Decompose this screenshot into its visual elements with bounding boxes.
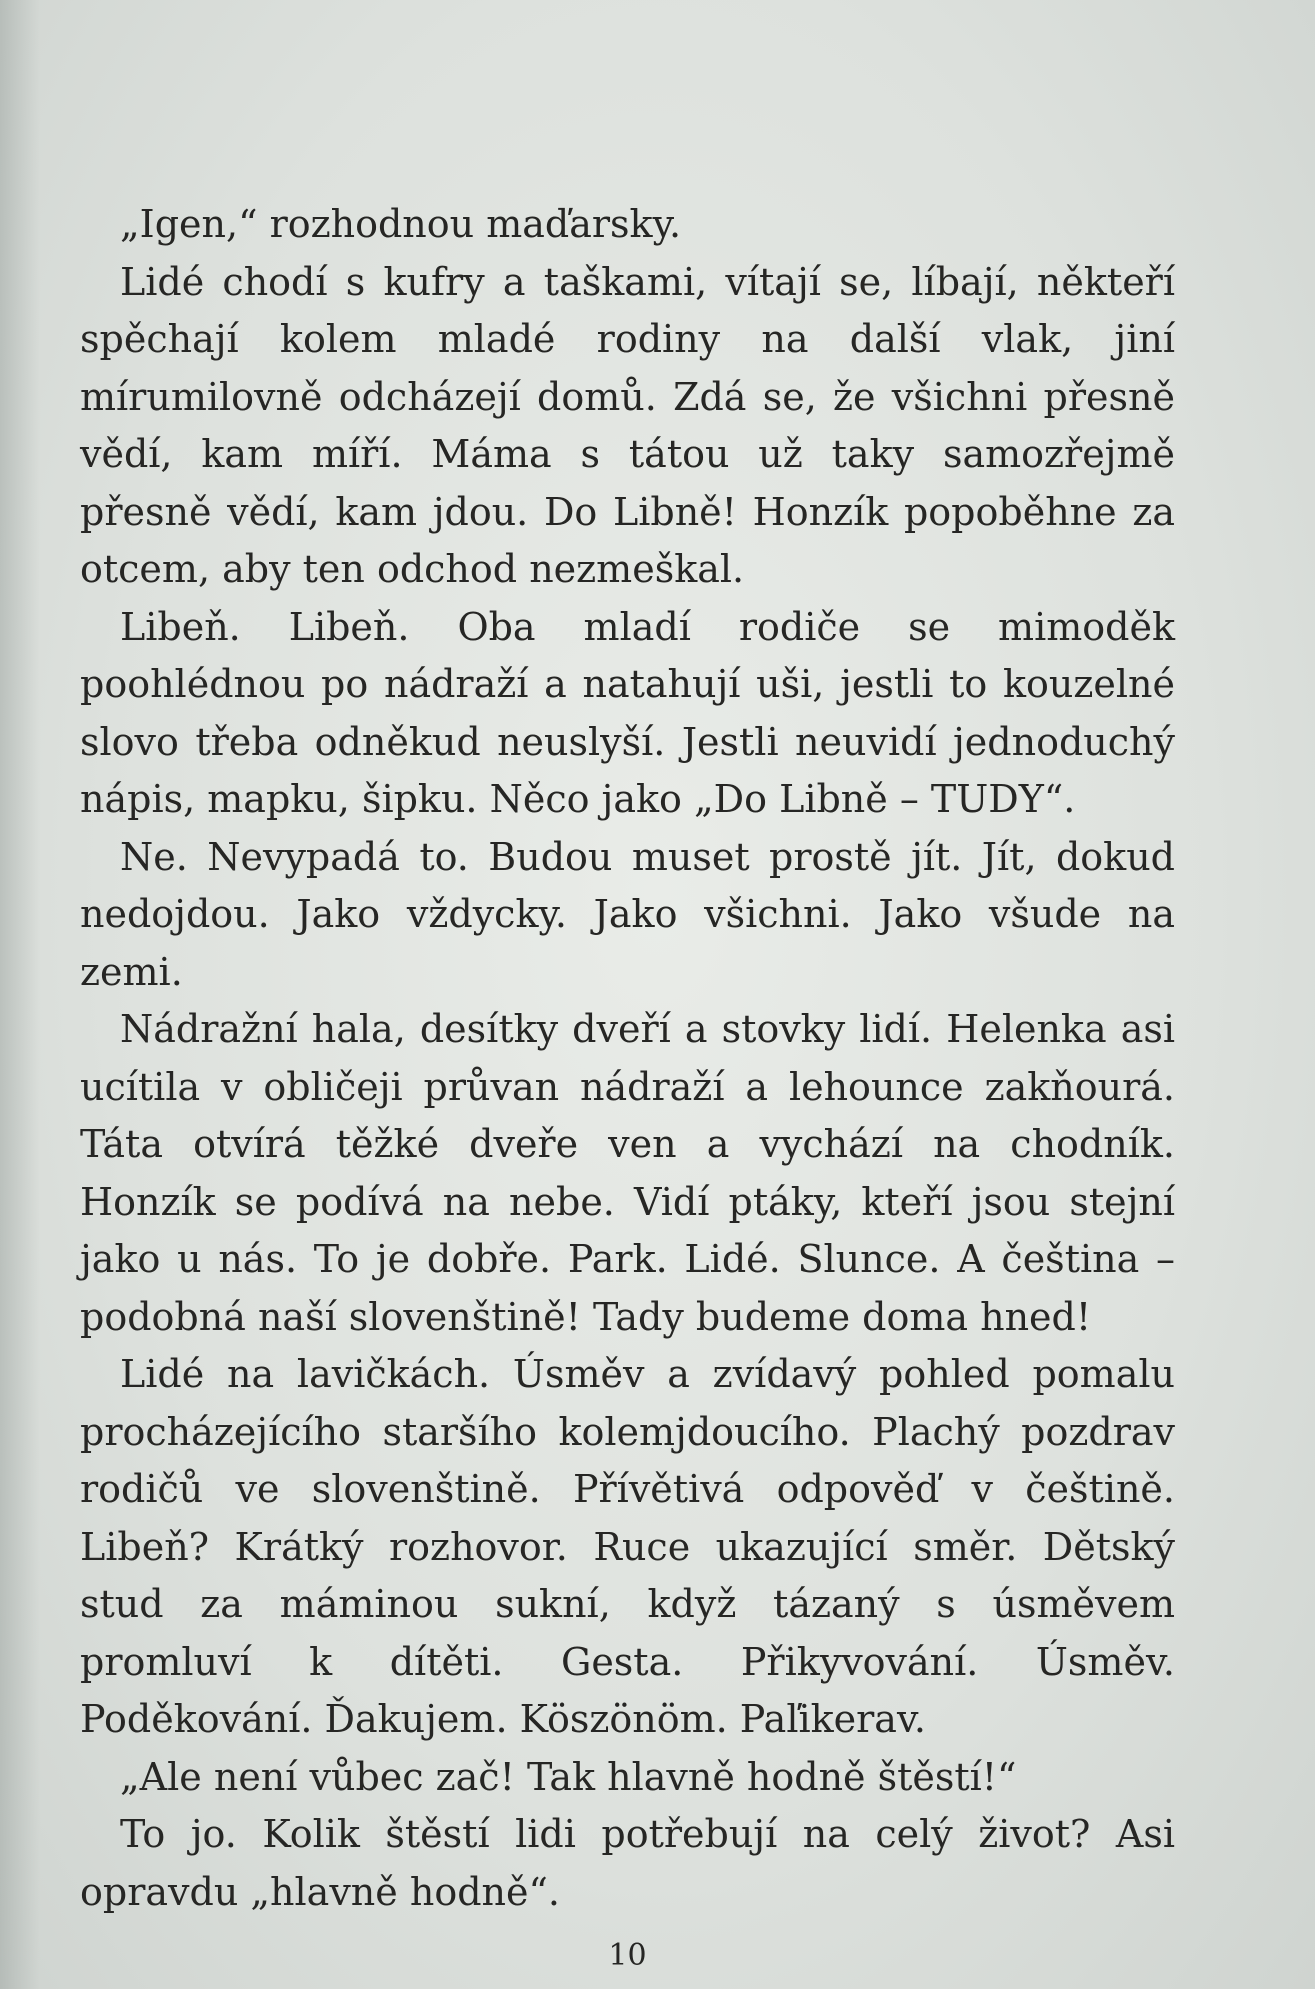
paragraph: „Igen,“ rozhodnou maďarsky. [120, 202, 682, 246]
paragraph: Lidé na lavičkách. Úsměv a zvídavý pohled pomalu procházejícího staršího kolemjdoucího. Plachý pozdrav rodičů ve slovenštině. Přívětivá odpověď v češtině. Libeň? Krátký rozhovor. Ruce ukazující směr. Dětský stud za máminou sukní, když tázaný s úsměvem promluví k dítěti. Gesta. Přikyvování. Úsměv. Poděkování. Ďakujem. Köszönöm. Paľikerav. [80, 1352, 1175, 1741]
paragraph: Ne. Nevypadá to. Budou muset prostě jít. Jít, dokud nedojdou. Jako vždycky. Jako všichni. Jako všude na zemi. [80, 834, 1175, 994]
paragraph: Nádražní hala, desítky dveří a stovky lidí. Helenka asi ucítila v obličeji průvan nádraží a lehounce zakňourá. Táta otvírá těžké dveře ven a vychází na chodník. Honzík se podívá na nebe. Vidí ptáky, kteří jsou stejní jako u nás. To je dobře. Park. Lidé. Slunce. A čeština – podobná naší slovenštině! Tady budeme doma hned! [80, 1007, 1175, 1339]
page-edge-shadow [0, 0, 40, 1989]
page-body-text [80, 196, 1175, 1921]
paragraph: To jo. Kolik štěstí lidi potřebují na celý život? Asi opravdu „hlavně hodně“. [80, 1812, 1175, 1914]
paragraph: Libeň. Libeň. Oba mladí rodiče se mimoděk poohlédnou po nádraží a natahují uši, jestli to kouzelné slovo třeba odněkud neuslyší. Jestli neuvidí jednoduchý nápis, mapku, šipku. Něco jako „Do Libně – TUDY“. [80, 604, 1175, 821]
paragraph: „Ale není vůbec zač! Tak hlavně hodně štěstí!“ [120, 1754, 1017, 1799]
page-number: 10 [608, 1938, 647, 1973]
paragraph: Lidé chodí s kufry a taškami, vítají se, líbají, někteří spěchají kolem mladé rodiny na další vlak, jiní mírumilovně odcházejí domů. Zdá se, že všichni přesně vědí, kam míří. Máma s tátou už taky samozřejmě přesně vědí, kam jdou. Do Libně! Honzík popoběhne za otcem, aby ten odchod nezmeškal. [80, 259, 1175, 591]
